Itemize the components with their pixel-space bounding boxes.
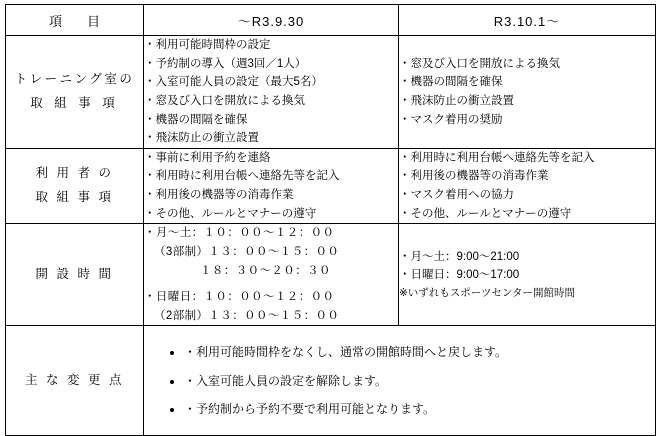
row-label-line1: 主 な 変 更 点 <box>25 372 124 387</box>
cell-training-before <box>144 36 399 149</box>
header-cell-after <box>399 5 656 36</box>
header-item-label: 項 目 <box>48 13 106 29</box>
list-hours-after <box>399 248 655 302</box>
table-row <box>6 36 656 149</box>
header-cell-item <box>6 5 144 36</box>
list-item: ・利用後の機器等の消毒作業 <box>144 189 294 201</box>
row-label-line1: トレーニング室の <box>14 72 135 87</box>
row-label-main-changes <box>6 326 144 436</box>
list-item: • ・予約制から予約不要で利用可能となります。 <box>184 395 655 423</box>
list-item: ・月〜土：9:00〜21:00 <box>399 250 520 263</box>
list-item: （2部制）１３：００〜１５：００ <box>154 309 340 322</box>
cell-training-after <box>399 36 656 149</box>
cell-hours-before <box>144 224 399 326</box>
table-row <box>6 148 656 224</box>
cell-hours-after <box>399 224 656 326</box>
list-item: • ・利用可能時間枠をなくし、通常の開館時間へと戻します。 <box>184 338 655 366</box>
table-row <box>6 224 656 326</box>
cell-users-after <box>399 148 656 224</box>
list-item: ・利用後の機器等の消毒作業 <box>399 170 549 183</box>
list-training-before <box>144 36 398 148</box>
row-label-users <box>6 148 144 224</box>
row-label-line2: 取 組 事 項 <box>30 95 119 110</box>
list-item: ・マスク着用への協力 <box>399 189 514 201</box>
list-item: ・マスク着用の奨励 <box>399 113 503 126</box>
cell-main-changes <box>144 326 656 436</box>
cell-users-before <box>144 148 399 224</box>
list-item: ・飛沫防止の衝立設置 <box>399 94 514 107</box>
list-hours-before <box>144 224 398 325</box>
list-item: １８：３０〜２０：３０ <box>200 264 331 277</box>
comparison-table <box>5 4 656 436</box>
table-header-row <box>6 5 656 36</box>
row-label-hours <box>6 224 144 326</box>
list-item: ・その他、ルールとマナーの遵守 <box>144 207 317 220</box>
row-label-line1: 開 設 時 間 <box>35 267 114 282</box>
list-item: ・入室可能人員の設定（最大5名） <box>144 76 323 89</box>
list-item: ・利用可能時間枠の設定 <box>144 39 271 51</box>
list-item: ・窓及び入口を開放による換気 <box>144 94 305 107</box>
header-after-label: R3.10.1〜 <box>493 13 561 29</box>
row-label-line2: 取 組 事 項 <box>35 190 114 204</box>
list-item: ・その他、ルールとマナーの遵守 <box>399 207 572 220</box>
list-item: ・飛沫防止の衝立設置 <box>144 132 259 145</box>
list-item: ・窓及び入口を開放による換気 <box>399 57 560 70</box>
list-item: ・機器の間隔を確保 <box>144 113 248 126</box>
list-item: ・月〜土：１０：００〜１２：００ <box>144 227 335 240</box>
list-users-before <box>144 149 398 224</box>
list-training-after <box>399 55 655 130</box>
header-cell-before <box>144 5 399 36</box>
row-label-training-room <box>6 36 144 149</box>
row-label-line1: 利 用 者 の <box>35 166 114 181</box>
list-item: ・機器の間隔を確保 <box>399 76 503 89</box>
list-item: ・日曜日：１０：００〜１２：００ <box>144 291 335 304</box>
list-item: ・事前に利用予約を連絡 <box>144 151 271 164</box>
list-item: ・利用時に利用台帳へ連絡先等を記入 <box>399 151 595 164</box>
list-users-after <box>399 149 655 224</box>
list-main-changes <box>144 338 655 423</box>
list-item: ・予約制の導入（週3回／1人） <box>144 57 307 70</box>
table-row-changes <box>6 326 656 436</box>
list-item: （3部制）１３：００〜１５：００ <box>154 245 340 258</box>
list-item-note: ※いずれもスポーツセンター開館時間 <box>399 286 575 299</box>
list-item: ・利用時に利用台帳へ連絡先等を記入 <box>144 170 340 183</box>
list-item: ・日曜日：9:00〜17:00 <box>399 269 520 282</box>
list-item: • ・入室可能人員の設定を解除します。 <box>184 367 655 395</box>
header-before-label: 〜R3.9.30 <box>237 13 305 29</box>
